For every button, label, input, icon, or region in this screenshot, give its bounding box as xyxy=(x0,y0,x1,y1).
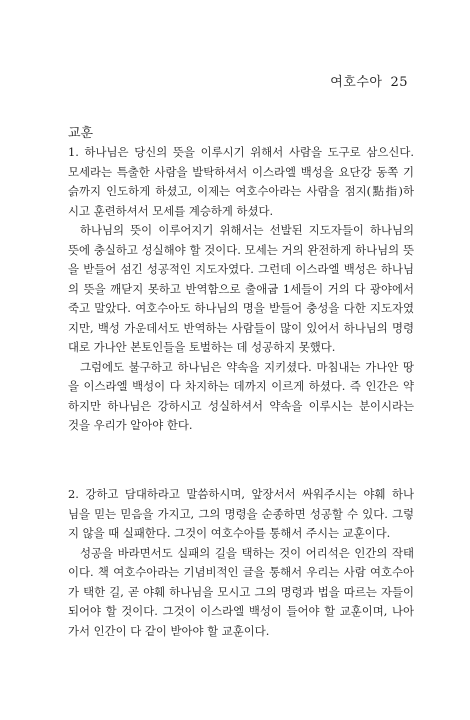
running-header xyxy=(330,71,408,90)
text-line: 지만, 백성 가운데서도 반역하는 사람들이 많이 있어서 하나님의 명령 xyxy=(68,320,414,335)
text-line: 가서 인간이 다 같이 받아야 할 교훈이다. xyxy=(68,623,270,638)
text-line: 하지만 하나님은 강하시고 성실하셔서 약속을 이루시는 분이시라는 xyxy=(68,398,414,413)
paragraph xyxy=(68,544,414,642)
text-line: 님을 믿는 믿음을 가지고, 그의 명령을 순종하면 성공할 수 있다. 그렇 xyxy=(68,506,414,521)
text-line: 뜻에 충실하고 성실해야 할 것이다. 모세는 거의 완전하게 하나님의 뜻 xyxy=(68,242,414,257)
text-line: 시고 훈련하셔서 모세를 계승하게 하셨다. xyxy=(68,203,274,218)
running-header-title: 여호수아 xyxy=(330,75,383,90)
text-line: 을 받들어 섬긴 성공적인 지도자였다. 그런데 이스라엘 백성은 하나님 xyxy=(68,262,414,276)
text-line: 죽고 말았다. 여호수아도 하나님의 명을 받들어 충성을 다한 지도자였 xyxy=(68,301,414,315)
paragraph xyxy=(68,143,414,221)
text-line: 모세라는 특출한 사람을 발탁하셔서 이스라엘 백성을 요단강 동쪽 기 xyxy=(68,164,414,179)
text-line: 지 않을 때 실패한다. 그것이 여호수아를 통해서 주시는 교훈이다. xyxy=(68,526,391,540)
text-line: 가 택한 길, 곧 야훼 하나님을 모시고 그의 명령과 법을 따르는 자들이 xyxy=(68,584,414,599)
paragraph xyxy=(68,358,414,436)
section-heading: 교훈 xyxy=(68,126,94,141)
lesson-one-block xyxy=(68,143,414,436)
text-line: 2. 강하고 담대하라고 말씀하시며, 앞장서서 싸워주시는 야훼 하나 xyxy=(68,487,414,501)
text-line: 의 뜻을 깨닫지 못하고 반역함으로 출애굽 1세들이 거의 다 광야에서 xyxy=(68,281,414,296)
text-line: 이다. 책 여호수아라는 기념비적인 글을 통해서 우리는 사람 여호수아 xyxy=(68,565,414,579)
text-line: 하나님의 뜻이 이루어지기 위해서는 선발된 지도자들이 하나님의 xyxy=(80,223,414,237)
text-line: 슭까지 인도하게 하셨고, 이제는 여호수아라는 사람을 점지(點指)하 xyxy=(68,184,414,198)
text-line: 1. 하나님은 당신의 뜻을 이루시기 위해서 사람을 도구로 삼으신다. xyxy=(68,145,414,159)
text-line: 그럼에도 불구하고 하나님은 약속을 지키셨다. 마침내는 가나안 땅 xyxy=(80,359,414,374)
text-line: 것을 우리가 알아야 한다. xyxy=(68,418,193,432)
text-line: 을 이스라엘 백성이 다 차지하는 데까지 이르게 하셨다. 즉 인간은 약 xyxy=(68,379,414,393)
page-number: 25 xyxy=(390,75,408,90)
text-line: 되어야 할 것이다. 그것이 이스라엘 백성이 들어야 할 교훈이며, 나아 xyxy=(68,604,414,618)
text-line: 대로 가나안 본토인들을 토벌하는 데 성공하지 못했다. xyxy=(68,340,336,354)
paragraph xyxy=(68,485,414,544)
lesson-two-block xyxy=(68,485,414,641)
paragraph xyxy=(68,221,414,358)
text-line: 성공을 바라면서도 실패의 길을 택하는 것이 어리석은 인간의 작태 xyxy=(80,545,414,560)
